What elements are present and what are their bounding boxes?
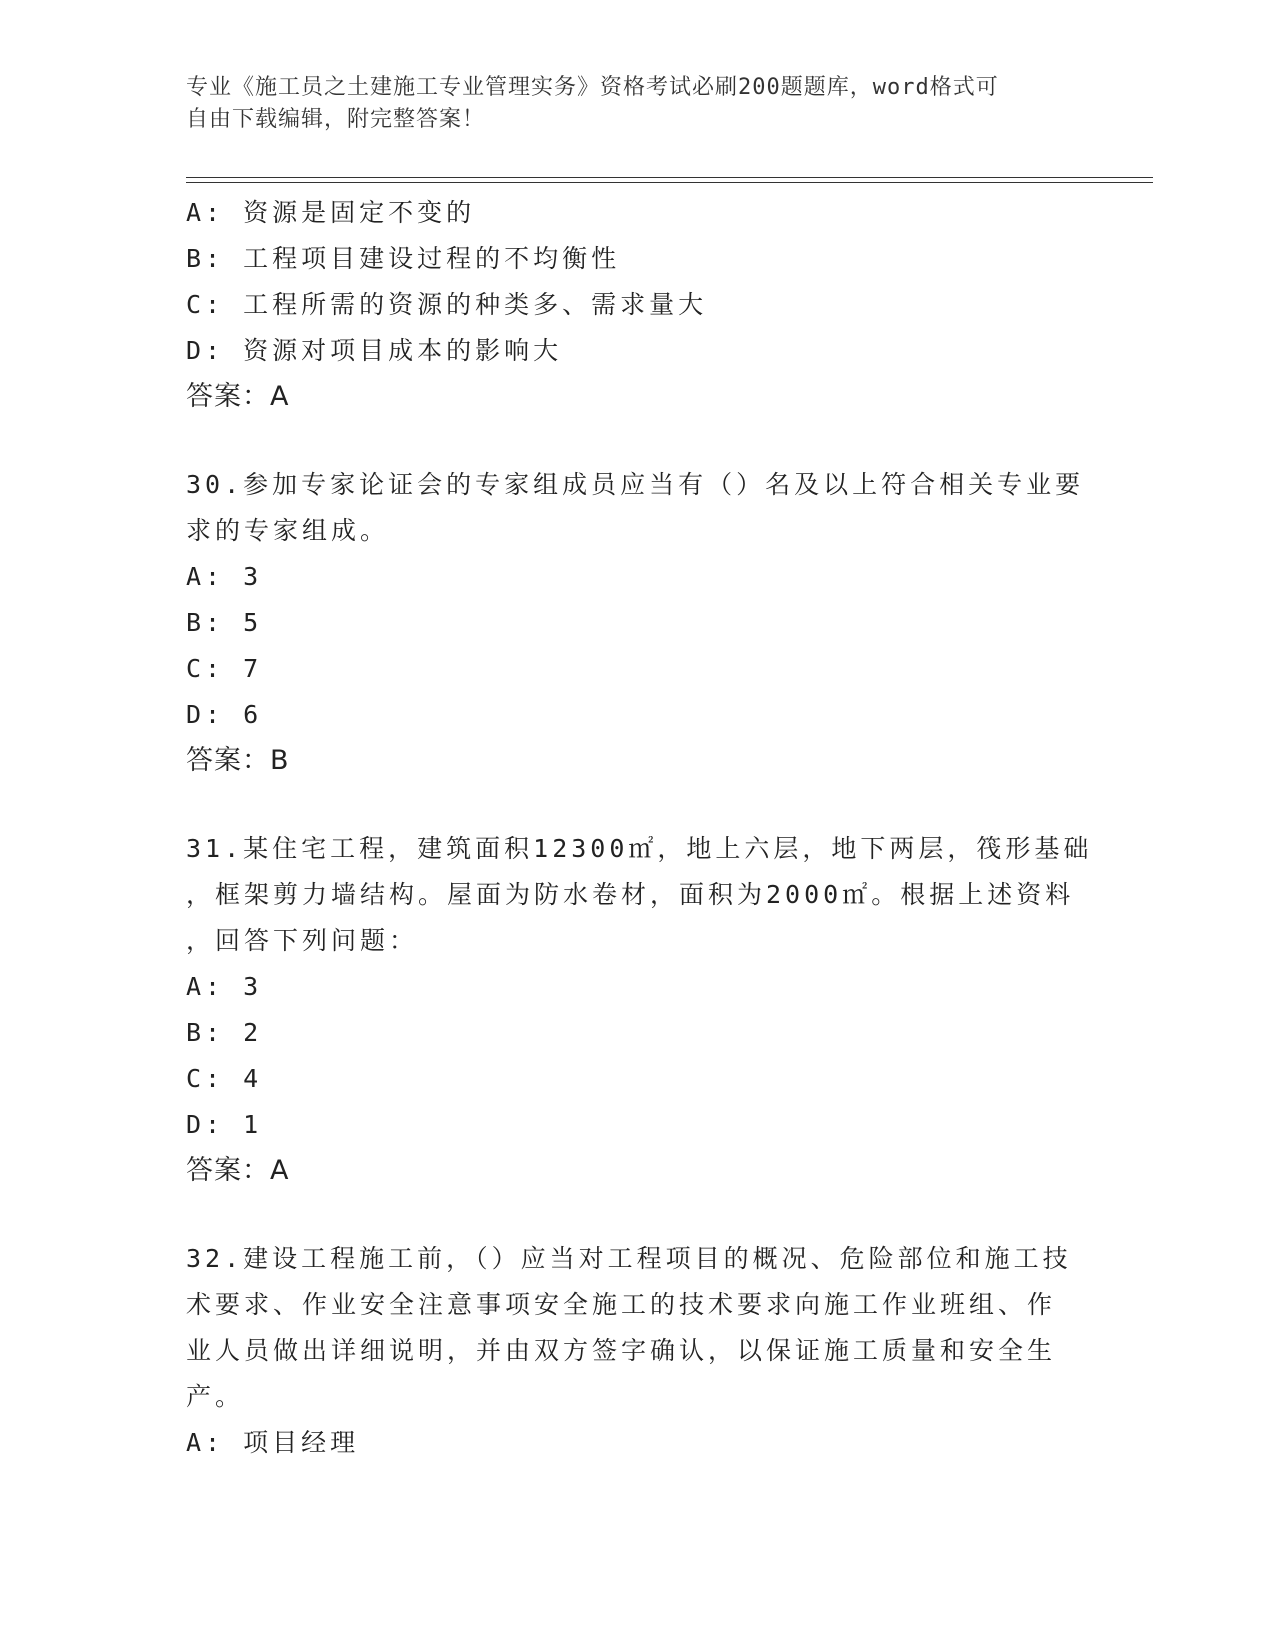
question-stem-line: 32.建设工程施工前，（）应当对工程项目的概况、危险部位和施工技 [186, 1244, 1072, 1273]
question-block-31 [186, 826, 1093, 1194]
question-stem-line: 术要求、作业安全注意事项安全施工的技术要求向施工作业班组、作 [186, 1290, 1057, 1319]
answer-line: 答案：A [186, 1155, 290, 1186]
question-content [186, 190, 1093, 1466]
question-stem-line: 产。 [186, 1382, 245, 1411]
question-stem-line: 30.参加专家论证会的专家组成员应当有（）名及以上符合相关专业要 [186, 470, 1085, 499]
option-b: B: 2 [186, 1018, 263, 1047]
option-c: C: 7 [186, 654, 263, 683]
spacer [186, 420, 1086, 462]
option-a: A: 项目经理 [186, 1428, 360, 1457]
question-block-30 [186, 462, 1086, 784]
option-d: D: 资源对项目成本的影响大 [186, 336, 563, 365]
question-stem-line: ，框架剪力墙结构。屋面为防水卷材，面积为2000㎡。根据上述资料 [186, 880, 1075, 909]
header-title-line-1: 专业《施工员之土建施工专业管理实务》资格考试必刷200题题库，word格式可 [186, 75, 999, 100]
option-d: D: 1 [186, 1110, 263, 1139]
option-b: B: 工程项目建设过程的不均衡性 [186, 244, 621, 273]
page-header [186, 72, 1076, 136]
option-a: A: 资源是固定不变的 [186, 198, 476, 227]
option-a: A: 3 [186, 562, 263, 591]
option-b: B: 5 [186, 608, 263, 637]
spacer [186, 784, 1086, 826]
header-divider-top [186, 177, 1153, 178]
option-c: C: 工程所需的资源的种类多、需求量大 [186, 290, 708, 319]
question-stem-line: 求的专家组成。 [186, 516, 390, 545]
header-divider-bottom [186, 182, 1153, 183]
question-stem-line: 业人员做出详细说明，并由双方签字确认，以保证施工质量和安全生 [186, 1336, 1057, 1365]
question-stem-line: ，回答下列问题： [186, 926, 419, 955]
header-title-line-2: 自由下载编辑，附完整答案！ [186, 107, 486, 132]
question-block-32 [186, 1236, 1086, 1466]
spacer [186, 1194, 1086, 1236]
option-d: D: 6 [186, 700, 263, 729]
question-block-prev [186, 190, 1086, 420]
option-a: A: 3 [186, 972, 263, 1001]
option-c: C: 4 [186, 1064, 263, 1093]
answer-line: 答案：A [186, 381, 290, 412]
answer-line: 答案：B [186, 745, 290, 776]
question-stem-line: 31.某住宅工程，建筑面积12300㎡，地上六层，地下两层，筏形基础 [186, 834, 1093, 863]
